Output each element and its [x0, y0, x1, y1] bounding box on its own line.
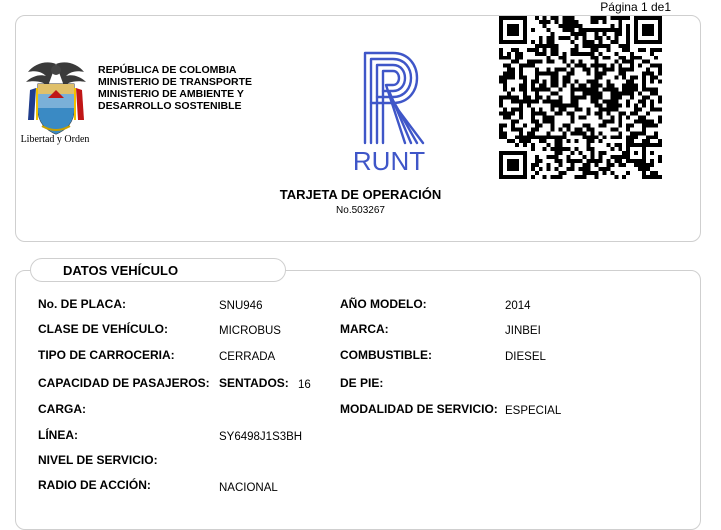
- service-mode-label: MODALIDAD DE SERVICIO:: [340, 402, 498, 416]
- line-value: SY6498J1S3BH: [219, 431, 303, 443]
- seated-label: SENTADOS:: [219, 376, 289, 390]
- fuel-label: COMBUSTIBLE:: [340, 348, 432, 362]
- range-value: NACIONAL: [219, 482, 278, 494]
- cargo-label: CARGA:: [38, 402, 86, 416]
- vehicle-class-value: MICROBUS: [219, 325, 281, 337]
- gov-line: REPÚBLICA DE COLOMBIA: [98, 64, 237, 76]
- model-year-label: AÑO MODELO:: [340, 297, 427, 311]
- gov-line: MINISTERIO DE TRANSPORTE: [98, 76, 253, 88]
- government-heading: [98, 64, 252, 112]
- service-level-label: NIVEL DE SERVICIO:: [38, 453, 158, 467]
- page-indicator: Página 1 de1: [600, 0, 671, 14]
- line-label: LÍNEA:: [38, 428, 78, 442]
- body-type-label: TIPO DE CARROCERIA:: [38, 348, 175, 362]
- brand-value: JINBEI: [505, 325, 541, 337]
- gov-line: MINISTERIO DE AMBIENTE Y: [98, 88, 244, 100]
- runt-logo-text: RUNT: [352, 146, 426, 176]
- section-title: DATOS VEHÍCULO: [63, 263, 179, 278]
- passenger-capacity-label: CAPACIDAD DE PASAJEROS:: [38, 376, 210, 390]
- coat-of-arms-icon: [22, 60, 90, 160]
- document-title: TARJETA DE OPERACIÓN: [279, 187, 442, 202]
- model-year-value: 2014: [505, 300, 531, 312]
- gov-line: DESARROLLO SOSTENIBLE: [98, 100, 242, 112]
- plate-label: No. DE PLACA:: [38, 297, 126, 311]
- runt-logo: [339, 33, 439, 188]
- service-mode-value: ESPECIAL: [505, 405, 562, 417]
- range-label: RADIO DE ACCIÓN:: [38, 478, 151, 492]
- seated-value: 16: [298, 379, 311, 391]
- motto-text: Libertad y Orden: [20, 134, 90, 145]
- standing-label: DE PIE:: [340, 376, 384, 390]
- fuel-value: DIESEL: [505, 351, 546, 363]
- brand-label: MARCA:: [340, 322, 389, 336]
- body-type-value: CERRADA: [219, 351, 276, 363]
- document-number: No.503267: [336, 205, 385, 216]
- qr-code-icon: [499, 16, 662, 179]
- vehicle-class-label: CLASE DE VEHÍCULO:: [38, 322, 169, 336]
- plate-value: SNU946: [219, 300, 263, 312]
